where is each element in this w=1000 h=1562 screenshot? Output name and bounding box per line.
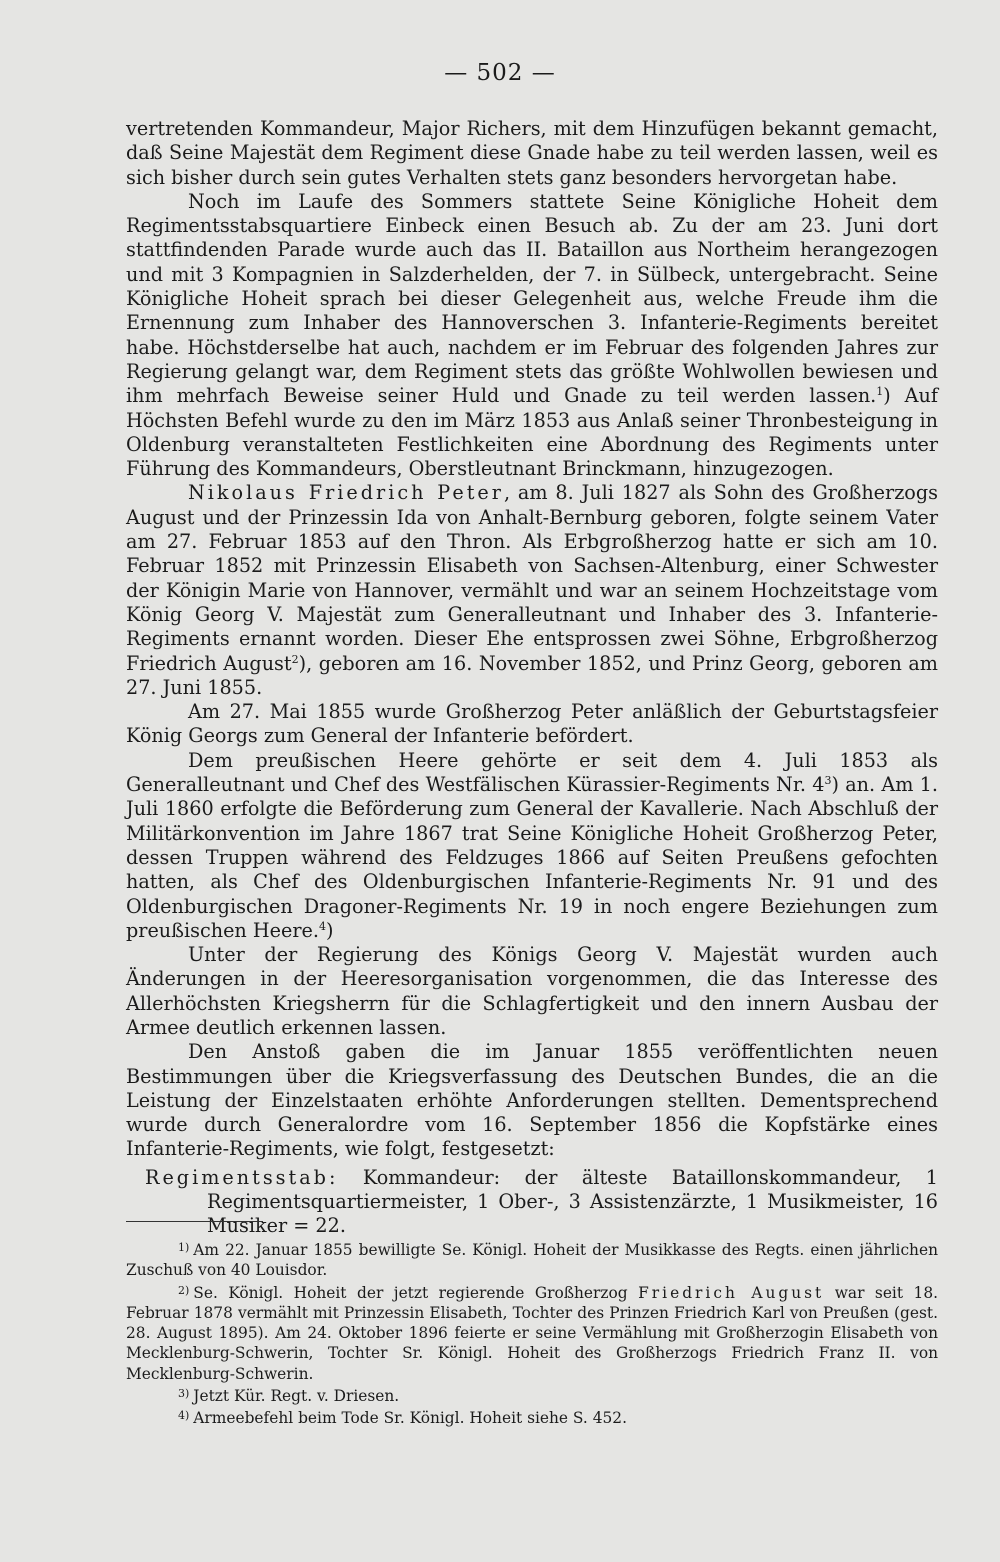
footnote-text-4: Armeebefehl beim Tode Sr. Königl. Hoheit siehe S. 452. [193,1409,627,1428]
paragraph-2 [126,190,938,482]
paragraph-5-text-c: ) [325,918,334,942]
footnote-3 [126,1384,938,1406]
footnote-mark-1: 1) [178,1241,190,1254]
paragraph-3 [126,481,938,700]
footnote-text-2a: Se. Königl. Hoheit der jetzt regierende Großherzog [193,1283,639,1302]
paragraph-3-text-a: , am 8. Juli 1827 als Sohn des Großherzogs August und der Prinzessin Ida von Anhalt-Bernburg geboren, folgte seinem Vater am 27. Februar 1853 auf den Thron. Als Erbgroßherzog hatte er sich am 10. Februar 1852 mit Prinzessin Elisabeth von Sachsen-Altenburg, einer Schwester der Königin Marie von Hannover, vermählt und war an seinem Hochzeitstage vom König Georg V. Majestät zum Generalleutnant und Inhaber des 3. Infanterie-Regiments ernannt worden. Dieser Ehe entsprossen zwei Söhne, Erbgroßherzog Friedrich August [126,481,938,675]
paragraph-2-text-a: Noch im Laufe des Sommers stattete Seine Königliche Hoheit dem Regimentsstabsquartiere Einbeck einen Besuch ab. Zu der am 23. Juni dort stattfindenden Parade wurde auch das II. Bataillon aus Northeim herangezogen und mit 3 Kompagnien in Salzderhelden, der 7. in Sülbeck, untergebracht. Seine Königliche Hoheit sprach bei dieser Gelegenheit aus, welche Freude ihm die Ernennung zum Inhaber des Hannoverschen 3. Infanterie-Regiments bereitet habe. Höchstderselbe hat auch, nachdem er im Februar des folgenden Jahres zur Regierung gelangt war, dem Regiment stets das größte Wohlwollen bewiesen und ihm mehrfach Beweise seiner Huld und Gnade zu teil werden lassen. [126,189,938,408]
regimentsstab-line [126,1166,938,1239]
paragraph-3-text-b: ), geboren am 16. November 1852, und Prinz Georg, geboren am 27. Juni 1855. [126,651,939,699]
paragraph-5-text-a: Dem preußischen Heere gehörte er seit dem 4. Juli 1853 als Generalleutnant und Chef des Westfälischen Kürassier-Regiments Nr. 4 [126,748,938,797]
footnote-text-2b: war seit 18. Februar 1878 vermählt mit Prinzessin Elisabeth, Tochter des Prinzen Friedrich Karl von Preußen (gest. 28. August 1895). Am 24. Oktober 1896 feierte er seine Vermählung mit Großherzogin Elisabeth von Mecklenburg-Schwerin, Tochter Sr. Königl. Hoheit des Großherzogs Friedrich Franz II. von Mecklenburg-Schwerin. [126,1283,939,1383]
person-name: Nikolaus Friedrich Peter [188,481,504,505]
footnote-text-1: Am 22. Januar 1855 bewilligte Se. Königl. Hoheit der Musikkasse des Regts. einen jährlichen Zuschuß von 40 Louisdor. [126,1241,938,1280]
footnote-mark-4: 4) [178,1409,190,1423]
footnote-name-2: Friedrich August [638,1283,825,1302]
footnote-ref-1: 1 [876,385,884,399]
footnote-1 [126,1238,938,1281]
paragraph-2-text-b: ) Auf Höchsten Befehl wurde zu den im März 1853 aus Anlaß seiner Thronbesteigung in Oldenburg veranstalteten Festlichkeiten eine Abordnung des Regiments unter Führung des Kommandeurs, Oberstleutnant Brinckmann, hinzugezogen. [126,384,938,481]
paragraph-6: Unter der Regierung des Königs Georg V. Majestät wurden auch Änderungen in der Heeresorganisation vorgenommen, die das Interesse des Allerhöchsten Kriegsherrn für die Schlagfertigkeit und den innern Ausbau der Armee deutlich erkennen lassen. [126,943,938,1039]
paragraph-5-text-b: ) an. Am 1. Juli 1860 erfolgte die Beförderung zum General der Kavallerie. Nach Abschluß der Militärkonvention im Jahre 1867 trat Seine Königliche Hoheit Großherzog Peter, dessen Truppen während des Feldzuges 1866 auf Seiten Preußens gefochten hatten, als Chef des Oldenburgischen Infanterie-Regiments Nr. 91 und des Oldenburgischen Dragoner-Regiments Nr. 19 in noch engere Beziehungen zum preußischen Heere. [126,773,938,942]
footnote-ref-2: 2 [291,652,299,666]
footnote-ref-3: 3 [824,774,832,788]
paragraph-7: Den Anstoß gaben die im Januar 1855 veröffentlichten neuen Bestimmungen über die Kriegsverfassung des Deutschen Bundes, die an die Leistung der Einzelstaaten erhöhte Anforderungen stellten. Dementsprechend wurde durch Generalordre vom 16. September 1856 die Kopfstärke eines Infanterie-Regiments, wie folgt, festgesetzt: [126,1040,938,1161]
footnote-4 [126,1406,938,1428]
page-number: — 502 — [444,60,556,86]
footnotes [126,1238,938,1429]
paragraph-5 [126,749,938,943]
footnote-separator [126,1221,263,1222]
footnote-mark-2: 2) [178,1283,190,1297]
footnote-text-3: Jetzt Kür. Regt. v. Driesen. [193,1387,400,1406]
regimentsstab-text: Kommandeur: der älteste Bataillonskommandeur, 1 Regimentsquartiermeister, 1 Ober-, 3 Assistenzärzte, 1 Musikmeister, 16 Musiker = 22. [207,1165,938,1238]
footnote-ref-4: 4 [318,919,326,933]
regimentsstab-label: Regimentsstab: [145,1165,339,1189]
paragraph-1: vertretenden Kommandeur, Major Richers, mit dem Hinzufügen bekannt gemacht, daß Seine Majestät dem Regiment diese Gnade habe zu teil werden lassen, weil es sich bisher durch sein gutes Verhalten stets ganz besonders hervorgetan habe. [126,117,938,189]
paragraph-4: Am 27. Mai 1855 wurde Großherzog Peter anläßlich der Geburtstagsfeier König Georgs zum General der Infanterie befördert. [126,700,938,748]
body-text [126,117,938,1239]
footnote-2 [126,1281,938,1384]
footnote-mark-3: 3) [178,1387,190,1401]
